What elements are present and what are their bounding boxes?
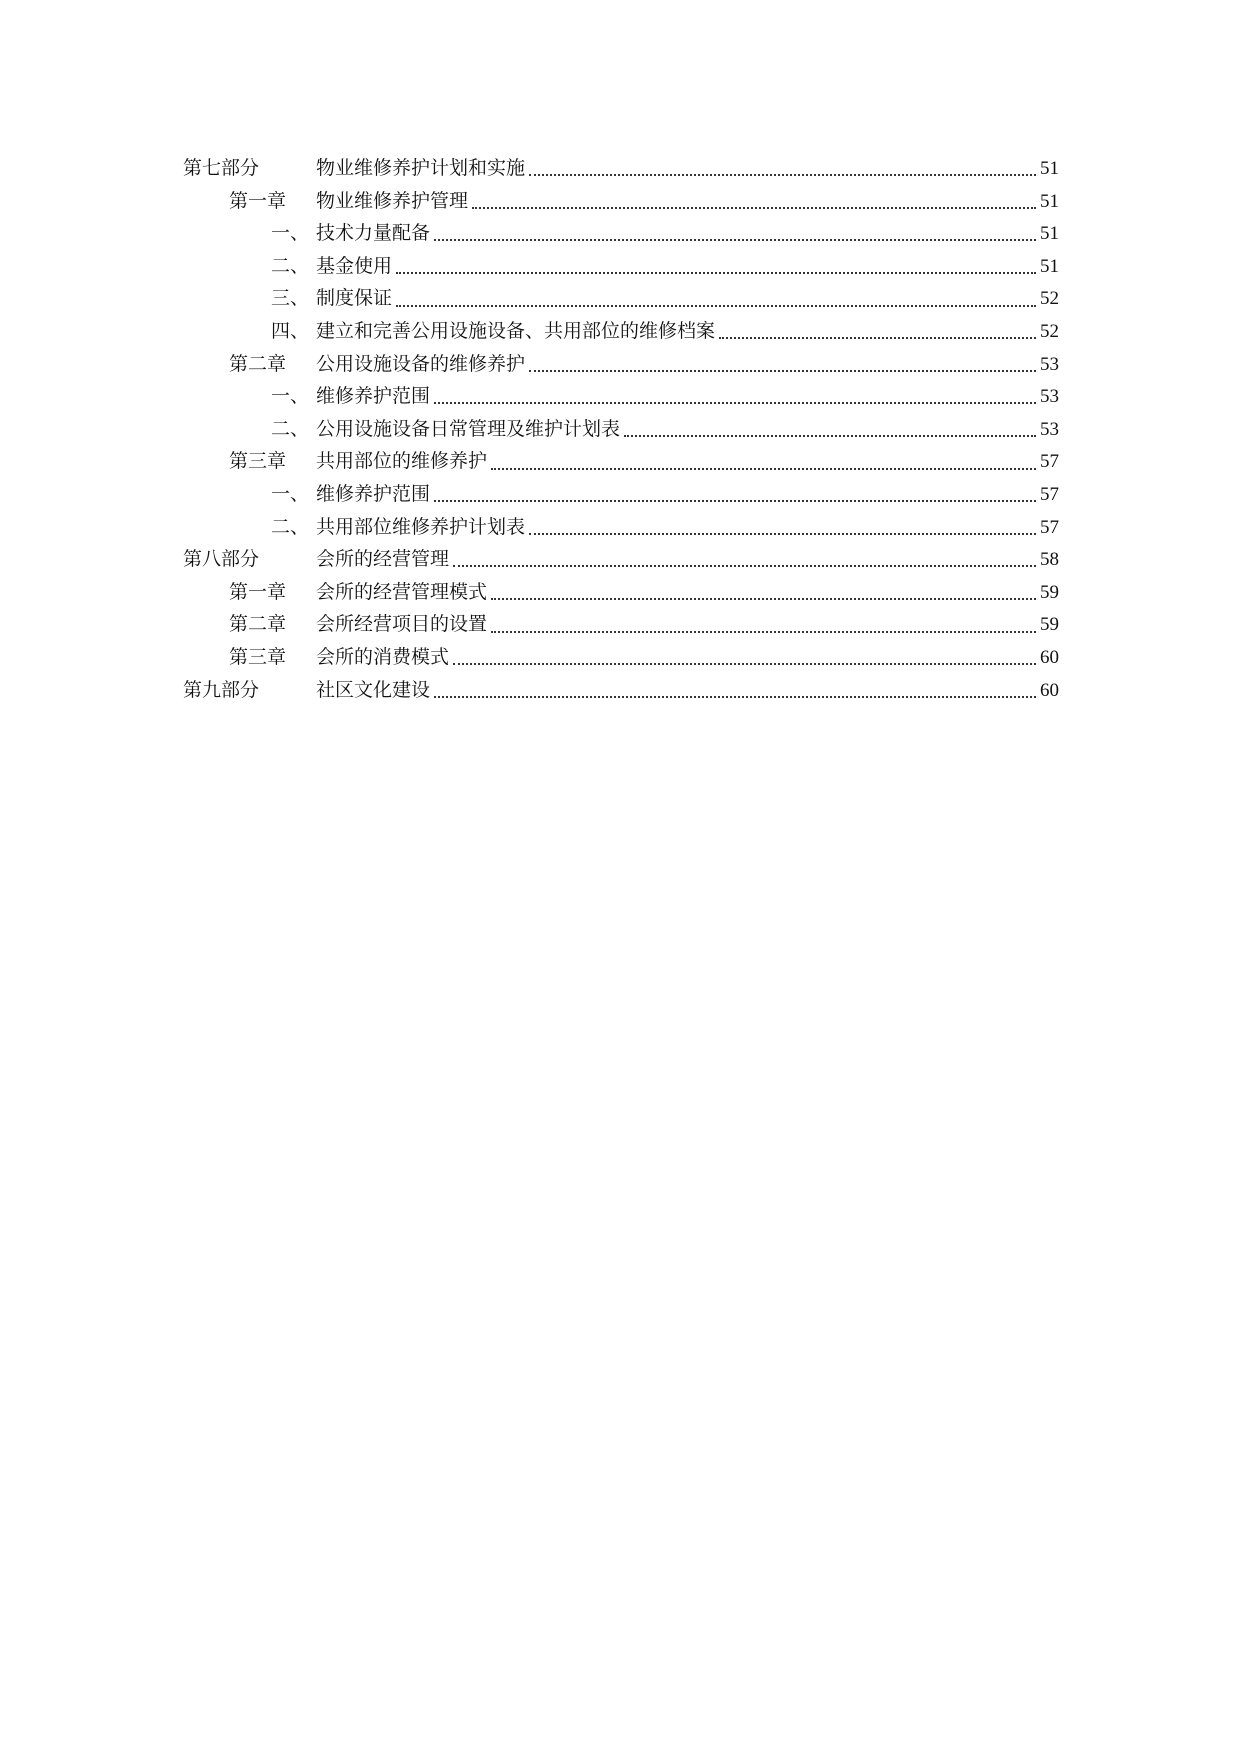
toc-entry-number: 二、: [271, 254, 310, 277]
toc-entry-title: 基金使用: [316, 254, 393, 277]
toc-dot-leader: [396, 272, 1036, 274]
toc-entry-page: 52: [1040, 288, 1059, 310]
toc-entry-number: 三、: [271, 287, 310, 310]
toc-entry-number: 第二章: [229, 613, 287, 636]
toc-dot-leader: [434, 239, 1036, 241]
toc-dot-leader: [624, 435, 1036, 437]
toc-entry-number: 第九部分: [183, 678, 260, 701]
table-of-contents: [183, 152, 1059, 706]
toc-entry-number: 四、: [271, 319, 310, 342]
toc-entry-number: 一、: [271, 385, 310, 408]
toc-entry-number: 第三章: [229, 450, 287, 473]
toc-dot-leader: [434, 500, 1036, 502]
toc-entry-page: 51: [1040, 255, 1059, 277]
toc-dot-leader: [396, 305, 1036, 307]
toc-entry[interactable]: [183, 380, 1059, 413]
toc-dot-leader: [453, 565, 1036, 567]
toc-entry-page: 59: [1040, 614, 1059, 636]
toc-dot-leader: [529, 533, 1036, 535]
toc-entry-title: 会所经营项目的设置: [316, 613, 488, 636]
toc-entry-title: 共用部位的维修养护: [316, 450, 488, 473]
toc-dot-leader: [434, 402, 1036, 404]
toc-entry-page: 57: [1040, 483, 1059, 505]
toc-dot-leader: [434, 696, 1036, 698]
toc-entry[interactable]: [183, 576, 1059, 609]
toc-entry[interactable]: [183, 152, 1059, 185]
toc-entry-page: 53: [1040, 353, 1059, 375]
toc-entry-title: 制度保证: [316, 287, 393, 310]
toc-dot-leader: [529, 370, 1036, 372]
toc-entry-title: 会所的经营管理模式: [316, 580, 488, 603]
toc-entry-page: 60: [1040, 679, 1059, 701]
toc-entry-title: 物业维修养护计划和实施: [316, 157, 526, 179]
toc-entry-page: 59: [1040, 581, 1059, 603]
toc-entry[interactable]: [183, 445, 1059, 478]
toc-entry[interactable]: [183, 348, 1059, 381]
toc-entry-number: 一、: [271, 482, 310, 505]
toc-dot-leader: [472, 207, 1036, 209]
toc-entry-title: 物业维修养护管理: [316, 189, 469, 212]
toc-entry-number: 第八部分: [183, 548, 260, 571]
toc-entry[interactable]: [183, 250, 1059, 283]
toc-entry[interactable]: [183, 217, 1059, 250]
toc-entry-page: 51: [1040, 190, 1059, 212]
toc-entry[interactable]: [183, 543, 1059, 576]
toc-entry[interactable]: [183, 185, 1059, 218]
toc-entry-number: 二、: [271, 515, 310, 538]
toc-entry-number: 第一章: [229, 580, 287, 603]
toc-dot-leader: [491, 468, 1036, 470]
toc-entry-title: 公用设施设备日常管理及维护计划表: [316, 417, 621, 440]
toc-entry-page: 57: [1040, 516, 1059, 538]
toc-entry-page: 51: [1040, 223, 1059, 245]
toc-dot-leader: [453, 663, 1036, 665]
toc-entry[interactable]: [183, 641, 1059, 674]
toc-dot-leader: [491, 598, 1036, 600]
toc-entry-page: 52: [1040, 320, 1059, 342]
toc-entry-number: 第二章: [229, 352, 287, 375]
toc-entry-title: 维修养护范围: [316, 482, 431, 505]
toc-entry[interactable]: [183, 511, 1059, 544]
toc-entry-page: 60: [1040, 646, 1059, 668]
toc-entry[interactable]: [183, 315, 1059, 348]
toc-entry-number: 第三章: [229, 645, 287, 668]
toc-entry-title: 公用设施设备的维修养护: [316, 352, 526, 375]
toc-entry[interactable]: [183, 478, 1059, 511]
toc-entry-number: 第一章: [229, 189, 287, 212]
toc-entry-page: 51: [1040, 158, 1059, 179]
toc-entry[interactable]: [183, 282, 1059, 315]
toc-entry-page: 53: [1040, 418, 1059, 440]
toc-entry-title: 共用部位维修养护计划表: [316, 515, 526, 538]
toc-dot-leader: [491, 631, 1036, 633]
toc-entry-title: 维修养护范围: [316, 385, 431, 408]
toc-entry-number: 第七部分: [183, 157, 260, 179]
toc-entry-title: 技术力量配备: [316, 222, 431, 245]
toc-entry-page: 57: [1040, 451, 1059, 473]
toc-entry-page: 58: [1040, 549, 1059, 571]
toc-dot-leader: [529, 174, 1036, 176]
toc-entry-number: 一、: [271, 222, 310, 245]
toc-entry-title: 会所的消费模式: [316, 645, 450, 668]
toc-entry-number: 二、: [271, 417, 310, 440]
toc-entry-title: 会所的经营管理: [316, 548, 450, 571]
toc-entry[interactable]: [183, 413, 1059, 446]
toc-entry-title: 建立和完善公用设施设备、共用部位的维修档案: [316, 319, 716, 342]
toc-entry-page: 53: [1040, 386, 1059, 408]
toc-entry-title: 社区文化建设: [316, 678, 431, 701]
toc-entry[interactable]: [183, 674, 1059, 707]
toc-dot-leader: [719, 337, 1036, 339]
toc-entry[interactable]: [183, 608, 1059, 641]
